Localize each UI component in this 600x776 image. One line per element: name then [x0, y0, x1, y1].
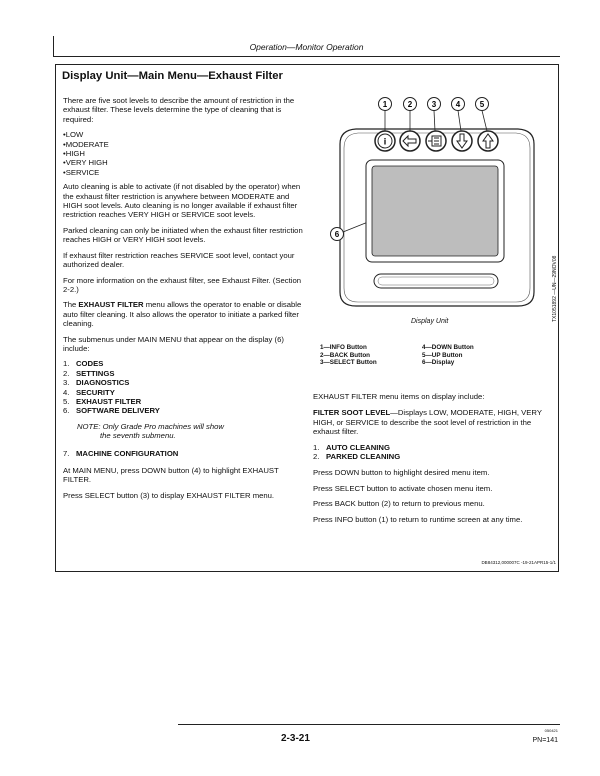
part-number: PN=141 [532, 737, 558, 744]
menu-items-intro: EXHAUST FILTER menu items on display include: [313, 392, 485, 401]
info-button [375, 131, 395, 151]
note-line: NOTE: Only Grade Pro machines will show [77, 421, 224, 431]
item-number: 3. [63, 378, 70, 388]
intro-paragraph: There are five soot levels to describe the amount of restriction in the exhaust filter. These levels determine the type of cleaning that is required: [63, 96, 295, 124]
list-item [313, 452, 553, 461]
text-span: menu allows the operator to enable or disable auto filter cleaning. It also allows the operator to initiate a parked filter cleaning. [63, 300, 302, 329]
footer-rule [178, 724, 560, 725]
document-id: DB84312,000007C -19-21APR15-1/1 [481, 560, 556, 565]
legend-item: 3—SELECT Button [320, 359, 377, 367]
submenu-list [63, 359, 304, 415]
auto-cleaning-paragraph: Auto cleaning is able to activate (if not disabled by the operator) when the exhaust filter restriction is anywhere between MODERATE and HIGH soot levels. Auto cleaning is no longer available if exhaust filter restriction reaches VERY HIGH or SERVICE soot levels. [63, 182, 301, 220]
item-label: DIAGNOSTICS [76, 378, 130, 388]
page-number: 2-3-21 [281, 733, 310, 744]
display-unit-illustration [322, 96, 548, 336]
text-span: The [63, 300, 79, 310]
down-button [452, 131, 472, 151]
instruction-paragraph: Press DOWN button to highlight desired menu item. [313, 468, 490, 478]
item-label: SETTINGS [76, 368, 115, 378]
right-column [313, 392, 553, 530]
item-label: SOFTWARE DELIVERY [76, 406, 160, 416]
legend-item: 6—Display [422, 359, 455, 367]
callout-3: 3 [431, 100, 437, 109]
item-label: AUTO CLEANING [326, 442, 390, 452]
list-item [63, 359, 304, 368]
note-line: the seventh submenu. [100, 431, 176, 441]
soot-level-list [63, 130, 304, 177]
legend-item: 4—DOWN Button [422, 344, 474, 351]
callout-1: 1 [382, 100, 388, 109]
service-paragraph: If exhaust filter restriction reaches SERVICE soot level, contact your authorized dealer. [63, 250, 295, 270]
list-item [63, 406, 304, 415]
item-label: CODES [76, 359, 104, 369]
callout-2: 2 [407, 100, 413, 109]
list-item [63, 388, 304, 397]
term: FILTER SOOT LEVEL [313, 408, 391, 418]
note [77, 422, 304, 441]
item-number: 2. [313, 452, 320, 462]
list-item: • SERVICE [63, 168, 304, 177]
figure-caption: Display Unit [411, 318, 449, 325]
submenu-list-extra [63, 449, 304, 458]
instruction-paragraph: At MAIN MENU, press DOWN button (4) to highlight EXHAUST FILTER. [63, 466, 279, 485]
soot-level-paragraph [313, 408, 553, 436]
display-screen [372, 166, 498, 256]
svg-text:i: i [383, 136, 387, 147]
item-label: PARKED CLEANING [326, 452, 401, 462]
left-column [63, 96, 304, 506]
list-item [63, 397, 304, 406]
select-button [426, 131, 446, 151]
list-item [63, 369, 304, 378]
item-number: 4. [63, 387, 70, 397]
footer-code: 050421 [544, 728, 558, 733]
display-unit-figure [322, 96, 548, 336]
item-number: 5. [63, 396, 70, 406]
submenu-intro: The submenus under MAIN MENU that appear on the display (6) include: [63, 334, 284, 353]
parked-cleaning-paragraph: Parked cleaning can only be initiated when the exhaust filter restriction reaches HIGH or VERY HIGH soot levels. [63, 225, 303, 245]
running-header [53, 36, 560, 57]
item-number: 2. [63, 368, 70, 378]
instruction-paragraph: Press INFO button (1) to return to runtime screen at any time. [313, 514, 523, 524]
menu-item-list [313, 443, 553, 462]
reference-paragraph: For more information on the exhaust filter, see Exhaust Filter. (Section 2-2.) [63, 275, 301, 294]
lower-slot [374, 274, 498, 288]
up-button [478, 131, 498, 151]
text-span: —Displays LOW, MODERATE, HIGH, VERY HIGH, or SERVICE to describe the soot level of restriction in the exhaust filter. [313, 408, 542, 437]
callout-5: 5 [479, 100, 485, 109]
item-number: 7. [63, 448, 70, 458]
item-number: 6. [63, 406, 70, 416]
item-number: 1. [63, 359, 70, 369]
legend-column-2 [422, 344, 522, 367]
legend-item: 2—BACK Button [320, 351, 371, 359]
section-title: Display Unit—Main Menu—Exhaust Filter [62, 70, 283, 82]
item-label: SECURITY [76, 387, 115, 397]
list-item: • MODERATE [63, 140, 304, 149]
exhaust-filter-menu-paragraph [63, 300, 304, 328]
legend-item: 5—UP Button [422, 351, 463, 359]
list-item [313, 443, 553, 452]
list-item: • LOW [63, 130, 304, 139]
back-button [400, 131, 420, 151]
item-number: 1. [313, 442, 320, 452]
legend-column-1 [320, 344, 420, 367]
figure-id-label: TX1051892 —UN—29NOV08 [552, 255, 558, 322]
instruction-paragraph: Press SELECT button (3) to display EXHAUST FILTER menu. [63, 490, 275, 500]
instruction-paragraph: Press SELECT button to activate chosen menu item. [313, 483, 493, 493]
instruction-paragraph: Press BACK button (2) to return to previous menu. [313, 499, 485, 509]
callout-6: 6 [334, 230, 340, 239]
callout-4: 4 [455, 100, 461, 109]
list-item: • VERY HIGH [63, 158, 304, 167]
list-item [63, 449, 304, 458]
list-item [63, 378, 304, 387]
list-item: • HIGH [63, 149, 304, 158]
legend-item: 1—INFO Button [320, 344, 367, 351]
header-text: Operation—Monitor Operation [249, 42, 364, 52]
item-label: MACHINE CONFIGURATION [76, 448, 179, 458]
item-label: EXHAUST FILTER [76, 396, 142, 406]
menu-name: EXHAUST FILTER [78, 300, 144, 310]
